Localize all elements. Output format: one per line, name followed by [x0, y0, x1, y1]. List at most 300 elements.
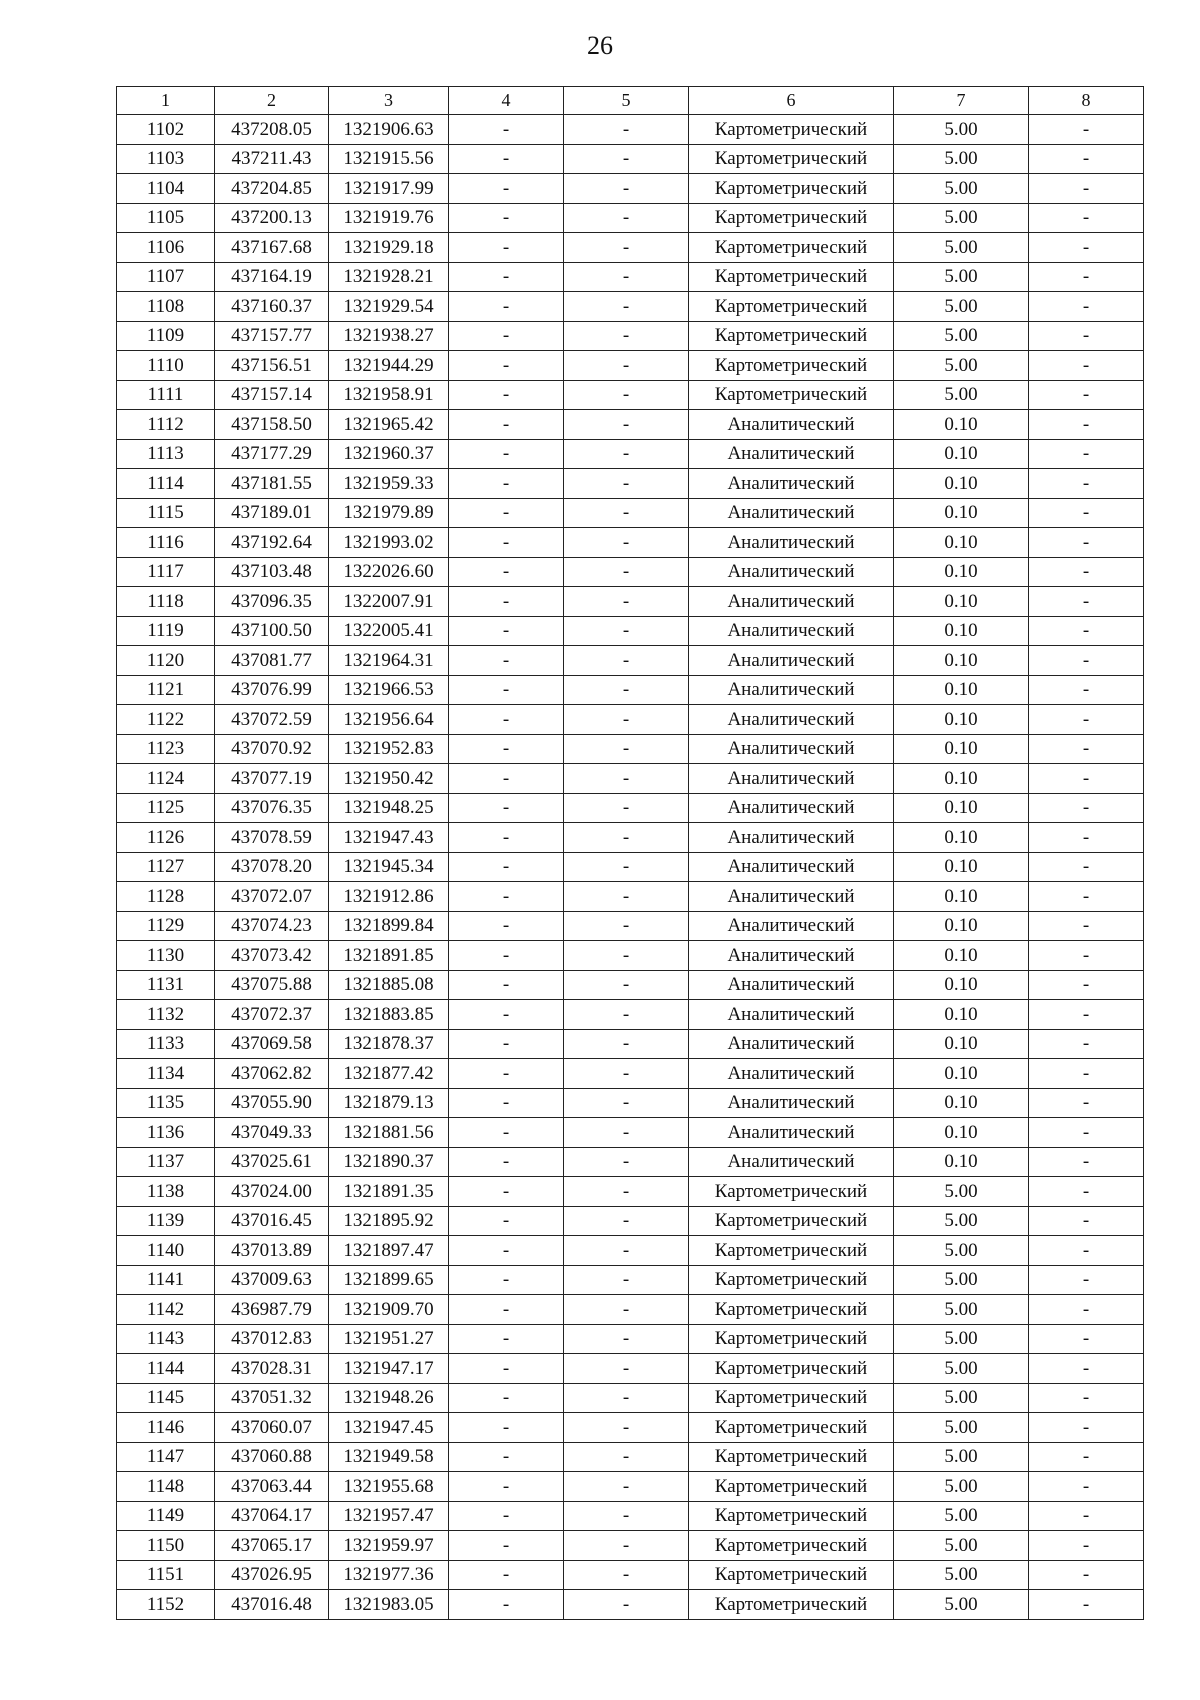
cell-col-5: -: [564, 115, 689, 145]
column-header-1: 1: [117, 87, 215, 115]
cell-col-5: -: [564, 1590, 689, 1620]
cell-point-number: 1152: [117, 1590, 215, 1620]
cell-col-4: -: [449, 233, 564, 263]
cell-point-number: 1126: [117, 823, 215, 853]
cell-point-number: 1115: [117, 498, 215, 528]
cell-coord-y: 1321929.18: [329, 233, 449, 263]
cell-col-4: -: [449, 1000, 564, 1030]
cell-method: Картометрический: [689, 321, 894, 351]
cell-col-8: -: [1029, 1177, 1144, 1207]
cell-col-4: -: [449, 705, 564, 735]
cell-col-5: -: [564, 557, 689, 587]
cell-coord-x: 437026.95: [215, 1560, 329, 1590]
cell-method: Картометрический: [689, 1206, 894, 1236]
cell-method: Аналитический: [689, 882, 894, 912]
cell-coord-y: 1321938.27: [329, 321, 449, 351]
cell-coord-x: 437164.19: [215, 262, 329, 292]
cell-method: Картометрический: [689, 1560, 894, 1590]
cell-coord-x: 437074.23: [215, 911, 329, 941]
cell-accuracy: 0.10: [894, 1147, 1029, 1177]
cell-col-4: -: [449, 144, 564, 174]
cell-coord-y: 1321952.83: [329, 734, 449, 764]
cell-coord-y: 1321899.84: [329, 911, 449, 941]
cell-col-5: -: [564, 1029, 689, 1059]
cell-coord-x: 437211.43: [215, 144, 329, 174]
cell-point-number: 1148: [117, 1472, 215, 1502]
cell-col-8: -: [1029, 1000, 1144, 1030]
cell-col-8: -: [1029, 616, 1144, 646]
cell-coord-x: 437024.00: [215, 1177, 329, 1207]
cell-point-number: 1106: [117, 233, 215, 263]
cell-point-number: 1130: [117, 941, 215, 971]
cell-point-number: 1144: [117, 1354, 215, 1384]
cell-accuracy: 5.00: [894, 174, 1029, 204]
cell-col-4: -: [449, 1177, 564, 1207]
cell-col-5: -: [564, 616, 689, 646]
cell-method: Картометрический: [689, 233, 894, 263]
table-row: [117, 380, 1144, 410]
cell-method: Аналитический: [689, 970, 894, 1000]
cell-col-4: -: [449, 1383, 564, 1413]
cell-point-number: 1134: [117, 1059, 215, 1089]
cell-coord-x: 437028.31: [215, 1354, 329, 1384]
cell-col-5: -: [564, 410, 689, 440]
cell-coord-y: 1321899.65: [329, 1265, 449, 1295]
cell-method: Картометрический: [689, 1177, 894, 1207]
cell-col-4: -: [449, 174, 564, 204]
cell-point-number: 1136: [117, 1118, 215, 1148]
table-row: [117, 1590, 1144, 1620]
cell-coord-x: 437055.90: [215, 1088, 329, 1118]
cell-point-number: 1143: [117, 1324, 215, 1354]
cell-method: Картометрический: [689, 1354, 894, 1384]
cell-col-5: -: [564, 1118, 689, 1148]
cell-col-5: -: [564, 174, 689, 204]
cell-accuracy: 5.00: [894, 1413, 1029, 1443]
cell-col-8: -: [1029, 557, 1144, 587]
cell-accuracy: 5.00: [894, 1442, 1029, 1472]
cell-accuracy: 5.00: [894, 1531, 1029, 1561]
table-row: [117, 1560, 1144, 1590]
cell-col-8: -: [1029, 1088, 1144, 1118]
cell-accuracy: 0.10: [894, 528, 1029, 558]
table-row: [117, 1059, 1144, 1089]
cell-coord-x: 437096.35: [215, 587, 329, 617]
cell-point-number: 1105: [117, 203, 215, 233]
cell-coord-y: 1321906.63: [329, 115, 449, 145]
table-row: [117, 262, 1144, 292]
cell-method: Картометрический: [689, 1295, 894, 1325]
cell-col-8: -: [1029, 1383, 1144, 1413]
cell-col-4: -: [449, 1265, 564, 1295]
cell-coord-y: 1321947.43: [329, 823, 449, 853]
cell-accuracy: 0.10: [894, 1088, 1029, 1118]
cell-method: Картометрический: [689, 1324, 894, 1354]
cell-method: Аналитический: [689, 587, 894, 617]
cell-col-8: -: [1029, 1442, 1144, 1472]
cell-col-5: -: [564, 587, 689, 617]
cell-accuracy: 0.10: [894, 1029, 1029, 1059]
cell-accuracy: 5.00: [894, 144, 1029, 174]
cell-accuracy: 5.00: [894, 1324, 1029, 1354]
cell-col-4: -: [449, 1118, 564, 1148]
cell-col-5: -: [564, 1501, 689, 1531]
cell-accuracy: 5.00: [894, 351, 1029, 381]
cell-coord-y: 1321950.42: [329, 764, 449, 794]
cell-coord-x: 437078.59: [215, 823, 329, 853]
cell-col-4: -: [449, 1560, 564, 1590]
cell-col-5: -: [564, 1059, 689, 1089]
cell-point-number: 1122: [117, 705, 215, 735]
cell-accuracy: 0.10: [894, 675, 1029, 705]
cell-col-8: -: [1029, 1059, 1144, 1089]
table-row: [117, 1088, 1144, 1118]
column-header-3: 3: [329, 87, 449, 115]
cell-method: Аналитический: [689, 469, 894, 499]
cell-coord-y: 1322005.41: [329, 616, 449, 646]
cell-point-number: 1150: [117, 1531, 215, 1561]
cell-accuracy: 5.00: [894, 1354, 1029, 1384]
cell-method: Аналитический: [689, 823, 894, 853]
cell-point-number: 1104: [117, 174, 215, 204]
cell-accuracy: 0.10: [894, 764, 1029, 794]
cell-coord-x: 437016.45: [215, 1206, 329, 1236]
cell-coord-x: 437103.48: [215, 557, 329, 587]
cell-coord-y: 1321897.47: [329, 1236, 449, 1266]
cell-coord-x: 437181.55: [215, 469, 329, 499]
cell-method: Картометрический: [689, 1472, 894, 1502]
column-header-2: 2: [215, 87, 329, 115]
cell-col-4: -: [449, 410, 564, 440]
cell-accuracy: 5.00: [894, 115, 1029, 145]
table-row: [117, 1383, 1144, 1413]
cell-col-8: -: [1029, 646, 1144, 676]
cell-accuracy: 0.10: [894, 705, 1029, 735]
cell-point-number: 1117: [117, 557, 215, 587]
cell-col-4: -: [449, 203, 564, 233]
cell-coord-y: 1321929.54: [329, 292, 449, 322]
cell-col-4: -: [449, 646, 564, 676]
cell-coord-x: 437025.61: [215, 1147, 329, 1177]
table-row: [117, 1472, 1144, 1502]
cell-point-number: 1111: [117, 380, 215, 410]
cell-col-8: -: [1029, 852, 1144, 882]
cell-method: Аналитический: [689, 528, 894, 558]
cell-method: Картометрический: [689, 1383, 894, 1413]
cell-coord-x: 437077.19: [215, 764, 329, 794]
cell-col-4: -: [449, 1147, 564, 1177]
cell-coord-x: 437060.88: [215, 1442, 329, 1472]
cell-method: Картометрический: [689, 1413, 894, 1443]
cell-accuracy: 5.00: [894, 233, 1029, 263]
cell-col-4: -: [449, 1206, 564, 1236]
cell-col-4: -: [449, 764, 564, 794]
cell-point-number: 1146: [117, 1413, 215, 1443]
column-header-8: 8: [1029, 87, 1144, 115]
cell-coord-y: 1321956.64: [329, 705, 449, 735]
cell-coord-y: 1321945.34: [329, 852, 449, 882]
table-row: [117, 616, 1144, 646]
cell-col-5: -: [564, 764, 689, 794]
cell-method: Картометрический: [689, 292, 894, 322]
cell-method: Картометрический: [689, 262, 894, 292]
table-row: [117, 764, 1144, 794]
cell-coord-x: 437013.89: [215, 1236, 329, 1266]
cell-point-number: 1120: [117, 646, 215, 676]
cell-method: Аналитический: [689, 705, 894, 735]
cell-point-number: 1113: [117, 439, 215, 469]
table-row: [117, 351, 1144, 381]
cell-col-8: -: [1029, 1029, 1144, 1059]
cell-point-number: 1147: [117, 1442, 215, 1472]
cell-accuracy: 5.00: [894, 1590, 1029, 1620]
table-row: [117, 911, 1144, 941]
cell-col-8: -: [1029, 203, 1144, 233]
cell-col-5: -: [564, 911, 689, 941]
cell-col-8: -: [1029, 528, 1144, 558]
cell-method: Картометрический: [689, 203, 894, 233]
table-row: [117, 498, 1144, 528]
cell-col-8: -: [1029, 793, 1144, 823]
table-row: [117, 1324, 1144, 1354]
cell-col-4: -: [449, 380, 564, 410]
cell-col-8: -: [1029, 498, 1144, 528]
cell-coord-x: 437065.17: [215, 1531, 329, 1561]
cell-coord-x: 437100.50: [215, 616, 329, 646]
cell-col-4: -: [449, 439, 564, 469]
cell-point-number: 1109: [117, 321, 215, 351]
cell-col-5: -: [564, 1265, 689, 1295]
cell-point-number: 1112: [117, 410, 215, 440]
cell-col-5: -: [564, 1147, 689, 1177]
cell-coord-y: 1322026.60: [329, 557, 449, 587]
cell-point-number: 1127: [117, 852, 215, 882]
cell-col-8: -: [1029, 1413, 1144, 1443]
cell-col-4: -: [449, 1236, 564, 1266]
cell-col-4: -: [449, 528, 564, 558]
cell-col-4: -: [449, 1442, 564, 1472]
cell-coord-x: 437076.99: [215, 675, 329, 705]
cell-col-4: -: [449, 970, 564, 1000]
cell-col-8: -: [1029, 351, 1144, 381]
cell-coord-x: 437189.01: [215, 498, 329, 528]
cell-point-number: 1131: [117, 970, 215, 1000]
table-row: [117, 292, 1144, 322]
cell-coord-x: 437076.35: [215, 793, 329, 823]
table-row: [117, 439, 1144, 469]
cell-col-8: -: [1029, 764, 1144, 794]
cell-coord-x: 437049.33: [215, 1118, 329, 1148]
cell-accuracy: 5.00: [894, 1295, 1029, 1325]
cell-col-4: -: [449, 1590, 564, 1620]
cell-col-4: -: [449, 793, 564, 823]
cell-method: Аналитический: [689, 675, 894, 705]
cell-accuracy: 0.10: [894, 587, 1029, 617]
cell-accuracy: 0.10: [894, 646, 1029, 676]
cell-col-8: -: [1029, 174, 1144, 204]
cell-coord-y: 1321966.53: [329, 675, 449, 705]
cell-col-5: -: [564, 1531, 689, 1561]
cell-method: Картометрический: [689, 1531, 894, 1561]
cell-method: Аналитический: [689, 1088, 894, 1118]
cell-col-8: -: [1029, 1147, 1144, 1177]
cell-accuracy: 0.10: [894, 793, 1029, 823]
table-body: [117, 115, 1144, 1620]
cell-coord-y: 1321878.37: [329, 1029, 449, 1059]
cell-accuracy: 0.10: [894, 970, 1029, 1000]
cell-accuracy: 0.10: [894, 410, 1029, 440]
cell-coord-x: 437009.63: [215, 1265, 329, 1295]
cell-col-8: -: [1029, 439, 1144, 469]
cell-coord-x: 437177.29: [215, 439, 329, 469]
cell-method: Аналитический: [689, 1029, 894, 1059]
page-number: 26: [587, 31, 613, 60]
cell-coord-y: 1321891.35: [329, 1177, 449, 1207]
cell-col-4: -: [449, 734, 564, 764]
cell-coord-x: 437160.37: [215, 292, 329, 322]
cell-accuracy: 0.10: [894, 823, 1029, 853]
cell-accuracy: 5.00: [894, 1265, 1029, 1295]
table-row: [117, 321, 1144, 351]
cell-col-8: -: [1029, 1501, 1144, 1531]
cell-coord-y: 1321885.08: [329, 970, 449, 1000]
cell-col-8: -: [1029, 321, 1144, 351]
cell-col-5: -: [564, 262, 689, 292]
cell-coord-y: 1321912.86: [329, 882, 449, 912]
cell-col-8: -: [1029, 262, 1144, 292]
cell-col-5: -: [564, 1088, 689, 1118]
cell-col-5: -: [564, 203, 689, 233]
cell-accuracy: 0.10: [894, 882, 1029, 912]
table-row: [117, 941, 1144, 971]
cell-col-5: -: [564, 1383, 689, 1413]
cell-col-5: -: [564, 351, 689, 381]
table-row: [117, 1442, 1144, 1472]
cell-col-8: -: [1029, 587, 1144, 617]
cell-col-5: -: [564, 970, 689, 1000]
cell-coord-y: 1321891.85: [329, 941, 449, 971]
table-row: [117, 1236, 1144, 1266]
cell-method: Аналитический: [689, 941, 894, 971]
cell-col-4: -: [449, 351, 564, 381]
table-row: [117, 823, 1144, 853]
cell-col-8: -: [1029, 823, 1144, 853]
table-row: [117, 115, 1144, 145]
cell-coord-x: 437157.77: [215, 321, 329, 351]
table-row: [117, 1118, 1144, 1148]
cell-coord-y: 1321964.31: [329, 646, 449, 676]
cell-coord-x: 437208.05: [215, 115, 329, 145]
cell-coord-x: 437075.88: [215, 970, 329, 1000]
cell-point-number: 1110: [117, 351, 215, 381]
column-header-4: 4: [449, 87, 564, 115]
column-header-5: 5: [564, 87, 689, 115]
cell-coord-y: 1321877.42: [329, 1059, 449, 1089]
cell-coord-x: 437051.32: [215, 1383, 329, 1413]
table-row: [117, 705, 1144, 735]
cell-coord-y: 1321879.13: [329, 1088, 449, 1118]
cell-col-4: -: [449, 823, 564, 853]
cell-point-number: 1149: [117, 1501, 215, 1531]
cell-col-4: -: [449, 1531, 564, 1561]
table-row: [117, 144, 1144, 174]
cell-coord-y: 1321979.89: [329, 498, 449, 528]
cell-col-4: -: [449, 1029, 564, 1059]
cell-col-5: -: [564, 469, 689, 499]
cell-point-number: 1119: [117, 616, 215, 646]
cell-coord-y: 1321883.85: [329, 1000, 449, 1030]
table-row: [117, 203, 1144, 233]
cell-col-8: -: [1029, 1354, 1144, 1384]
cell-coord-x: 437167.68: [215, 233, 329, 263]
table-row: [117, 233, 1144, 263]
cell-coord-x: 437072.37: [215, 1000, 329, 1030]
cell-col-5: -: [564, 1177, 689, 1207]
cell-col-8: -: [1029, 941, 1144, 971]
cell-col-4: -: [449, 852, 564, 882]
cell-coord-y: 1321895.92: [329, 1206, 449, 1236]
cell-col-4: -: [449, 941, 564, 971]
cell-col-5: -: [564, 439, 689, 469]
cell-col-5: -: [564, 1206, 689, 1236]
cell-col-5: -: [564, 1472, 689, 1502]
cell-col-5: -: [564, 852, 689, 882]
cell-coord-y: 1321949.58: [329, 1442, 449, 1472]
table-row: [117, 1147, 1144, 1177]
cell-col-8: -: [1029, 1265, 1144, 1295]
cell-coord-y: 1321959.33: [329, 469, 449, 499]
cell-col-8: -: [1029, 1560, 1144, 1590]
cell-col-5: -: [564, 675, 689, 705]
cell-accuracy: 5.00: [894, 1236, 1029, 1266]
table-row: [117, 469, 1144, 499]
table-row: [117, 528, 1144, 558]
cell-coord-x: 437072.59: [215, 705, 329, 735]
cell-method: Картометрический: [689, 1442, 894, 1472]
cell-method: Картометрический: [689, 1590, 894, 1620]
cell-col-8: -: [1029, 115, 1144, 145]
cell-col-4: -: [449, 262, 564, 292]
cell-method: Картометрический: [689, 1265, 894, 1295]
cell-col-5: -: [564, 1000, 689, 1030]
cell-point-number: 1137: [117, 1147, 215, 1177]
cell-coord-y: 1321955.68: [329, 1472, 449, 1502]
cell-coord-x: 437012.83: [215, 1324, 329, 1354]
cell-accuracy: 0.10: [894, 941, 1029, 971]
cell-col-5: -: [564, 1560, 689, 1590]
header-row: [117, 87, 1144, 115]
cell-method: Картометрический: [689, 351, 894, 381]
cell-col-8: -: [1029, 970, 1144, 1000]
cell-col-8: -: [1029, 1118, 1144, 1148]
cell-method: Картометрический: [689, 1501, 894, 1531]
coordinates-table: [116, 86, 1144, 1620]
cell-point-number: 1142: [117, 1295, 215, 1325]
cell-col-4: -: [449, 587, 564, 617]
cell-col-8: -: [1029, 1324, 1144, 1354]
cell-coord-y: 1321944.29: [329, 351, 449, 381]
cell-method: Аналитический: [689, 616, 894, 646]
cell-coord-y: 1322007.91: [329, 587, 449, 617]
table-row: [117, 1000, 1144, 1030]
table-row: [117, 174, 1144, 204]
cell-col-4: -: [449, 675, 564, 705]
cell-method: Аналитический: [689, 764, 894, 794]
cell-coord-y: 1321881.56: [329, 1118, 449, 1148]
cell-point-number: 1123: [117, 734, 215, 764]
cell-coord-x: 437078.20: [215, 852, 329, 882]
cell-col-8: -: [1029, 1590, 1144, 1620]
